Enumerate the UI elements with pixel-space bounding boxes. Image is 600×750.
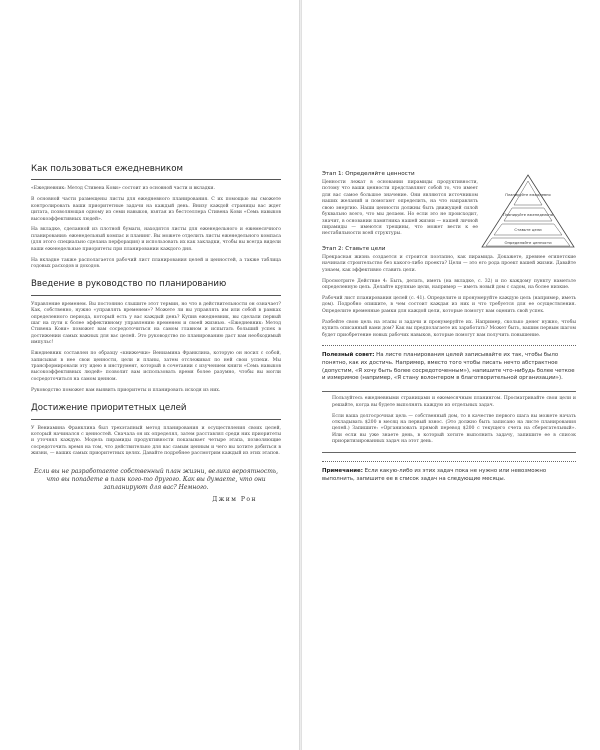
paragraph: На вкладке также располагается рабочий лист планирования целей и ценностей, а также таблица годовых расходов и доходов. bbox=[31, 257, 281, 270]
paragraph: Пользуйтесь ежедневными страницами и ежемесячным планингом. Просматривайте свои цели и решайте, когда вы будете выполнять каждую из отдельных задач. bbox=[332, 396, 576, 408]
pyramid-label-3: Ставьте цели bbox=[514, 227, 542, 232]
right-page bbox=[302, 0, 600, 750]
note-text: Если какую-либо из этих задач пока не нужно или невозможно выполнить, запишите ее в список задач на следующие месяцы. bbox=[322, 468, 547, 483]
section-heading: Введение в руководство по планированию bbox=[31, 279, 227, 290]
heading-rule bbox=[31, 295, 281, 296]
quote-author: Джим Рон bbox=[212, 495, 257, 503]
section-heading: Как пользоваться ежедневником bbox=[31, 164, 183, 174]
heading-rule bbox=[31, 179, 281, 180]
heading-rule bbox=[31, 419, 281, 420]
right-column bbox=[322, 171, 576, 490]
note bbox=[322, 468, 576, 484]
pyramid-label-4: Определяйте ценности bbox=[504, 240, 552, 245]
section-step-1 bbox=[322, 171, 576, 245]
boxed-section bbox=[322, 391, 576, 453]
paragraph: Руководство поможет вам выявить приоритеты и планировать исходя из них. bbox=[31, 387, 221, 393]
paragraph: В основной части размещены листы для ежедневного планирования. С их помощью вы сможете контролировать ваши приоритетные задачи на каждый день. Внизу каждой страницы вас ждет цитата, позволяющая одному из семи навыков, взятая из бестселлера Стивена Кови «Семь навыков высокоэффективных людей». bbox=[31, 197, 281, 222]
section-priorities bbox=[31, 403, 281, 503]
quote-text: Если вы не разработаете собственный план жизни, велика вероятность, что вы попадете в план кого-то другого. Как вы думаете, что они запланируют для вас? Немного. bbox=[33, 467, 279, 492]
productivity-pyramid-diagram bbox=[480, 173, 576, 268]
section-heading: Достижение приоритетных целей bbox=[31, 403, 187, 414]
tip-text: На листе планирования целей записывайте их так, чтобы было понятно, как их достичь. Например, вместо того чтобы писать нечто абстрактное (допустим, «Я хочу быть более сосредоточенным»), напишите что-нибудь более четкое и измеримое (например, «Я стану волонтером в благотворительной организации»). bbox=[322, 351, 575, 382]
paragraph: Рабочий лист планирования целей (с. 41). Определите и пронумеруйте каждую цель (например, иметь дом). Подробно опишите, в чем состоит каждая из них и что требуется для ее осуществления. Определите временные рамки для каждой цели, которые помогут вам оценить свой успех. bbox=[322, 295, 576, 314]
paragraph: На вкладке, сделанной из плотной бумаги, находятся листы для еженедельного и ежемесячного планирования: еженедельный компас и планинг. Вы можете отделить листы еженедельного компаса (для этого специально сделана перфорация) и использовать их как закладки, чтобы вы всегда видели ваши еженедельные приоритеты при планировании каждого дня. bbox=[31, 227, 281, 252]
step-heading: Этап 2: Ставьте цели bbox=[322, 245, 386, 252]
divider bbox=[322, 461, 576, 462]
pyramid-label-2: Планируйте еженедельно bbox=[503, 213, 553, 217]
pyramid-label-1: Планируйте ежедневно bbox=[505, 193, 551, 197]
tip-label: Полезный совет: bbox=[322, 351, 375, 358]
paragraph: Если ваша долгосрочная цель — собственный дом, то в качестве первого шага вы можете начать откладывать $200 в месяц на первый взнос. (Это должно быть записано на листе планирования целей.) Запишите: «Организовать прямой перевод $200 с текущего счета на сберегательный». Или если вы уже знаете день, в который хотите выполнить задачу, запишите ее в список приоритизированных задач на этот день. bbox=[332, 413, 576, 445]
paragraph: Ценности лежат в основании пирамиды продуктивности, потому что ваши ценности представляют собой то, что имеет для вас самое большое значение. Они являются источником наших желаний и помогают определить, на что направлять свою энергию. Наши ценности должны быть движущей силой буквально всего, что мы делаем. Но если это не происходит, значит, в основании памятника нашей жизни — нашей личной пирамиды — имеются трещины, что может вести к ее нестабильности всей структуры. bbox=[322, 180, 478, 237]
divider bbox=[322, 345, 576, 346]
note-label: Примечание: bbox=[322, 468, 363, 475]
paragraph: Разбейте свою цель на этапы и задачи и пронумеруйте их. Например, сколько денег нужно, чтобы купить описанный вами дом? Как вы предполагаете их заработать? Может быть, вашим первым шагом будет приобретение новых рабочих навыков, которые помогут вам получить повышение. bbox=[322, 319, 576, 338]
useful-tip bbox=[322, 352, 576, 383]
paragraph: У Вениамина Франклина был трехэтапный метод планирования и осуществления своих целей, который начинался с ценностей. Сначала он их определял, затем расставлял среди них приоритеты и уточнял каждую. Модель пирамиды продуктивности показывает четыре этапа, позволяющие сосредоточить время на том, что действительно для вас самым ценным и чего вы хотите добиться в жизни, — ваших самых приоритетных целях. Давайте подробнее рассмотрим каждый из этих этапов. bbox=[31, 425, 281, 457]
left-column bbox=[31, 164, 281, 503]
section-intro bbox=[31, 279, 281, 394]
paragraph: Просмотрите Действие 4: Быть, делать, иметь (на вкладке, с. 32) и по каждому пункту наметьте определенную цель. Делайте крупные цели, например — иметь новый дом с садом, на более низкие. bbox=[322, 278, 576, 290]
paragraph: Ежедневник составлен по образцу «книжечки» Вениамина Франклина, которую он носил с собой, записывая в нее свои ценности, цели и планы, затем отслеживал по ней свои успехи. Мы трансформировали эту идею в инструмент, который в сочетании с изучением книги «Семь навыков высокоэффективных людей» позволит вам использовать время более разумно, чтобы вы могли сосредоточиться на самом ценном. bbox=[31, 351, 281, 382]
section-how-to-use bbox=[31, 164, 281, 270]
left-page bbox=[0, 0, 299, 750]
paragraph: Управление временем. Вы постоянно слышите этот термин, но что в действительности он означает? Как, собственно, нужно «управлять временем»? Можете ли вы управлять им или собой в рамках определенного периода, который есть у вас каждый день? Купив ежедневник, вы сделали первый шаг на пути к более эффективному управлению временем и своей жизнью. «Ежедневник: Метод Стивена Кови» поможет вам сосредоточиться на самом главном и испытать больший успех в достижении самых важных для вас целей. Это руководство по планированию даст вам необходимый импульс! bbox=[31, 301, 281, 346]
paragraph: «Ежедневник: Метод Стивена Кови» состоит из основной части и вкладки. bbox=[31, 186, 215, 192]
step-heading: Этап 1: Определяйте ценности bbox=[322, 171, 415, 177]
paragraph: Прекрасная жизнь создается и строится поэтапно, как пирамида. Докажете, древнее египетские начинали строительство без какого-либо проекта? Цели — это его рода проект вашей жизни. Давайте узнаем, как эффективно ставить цели. bbox=[322, 254, 576, 273]
